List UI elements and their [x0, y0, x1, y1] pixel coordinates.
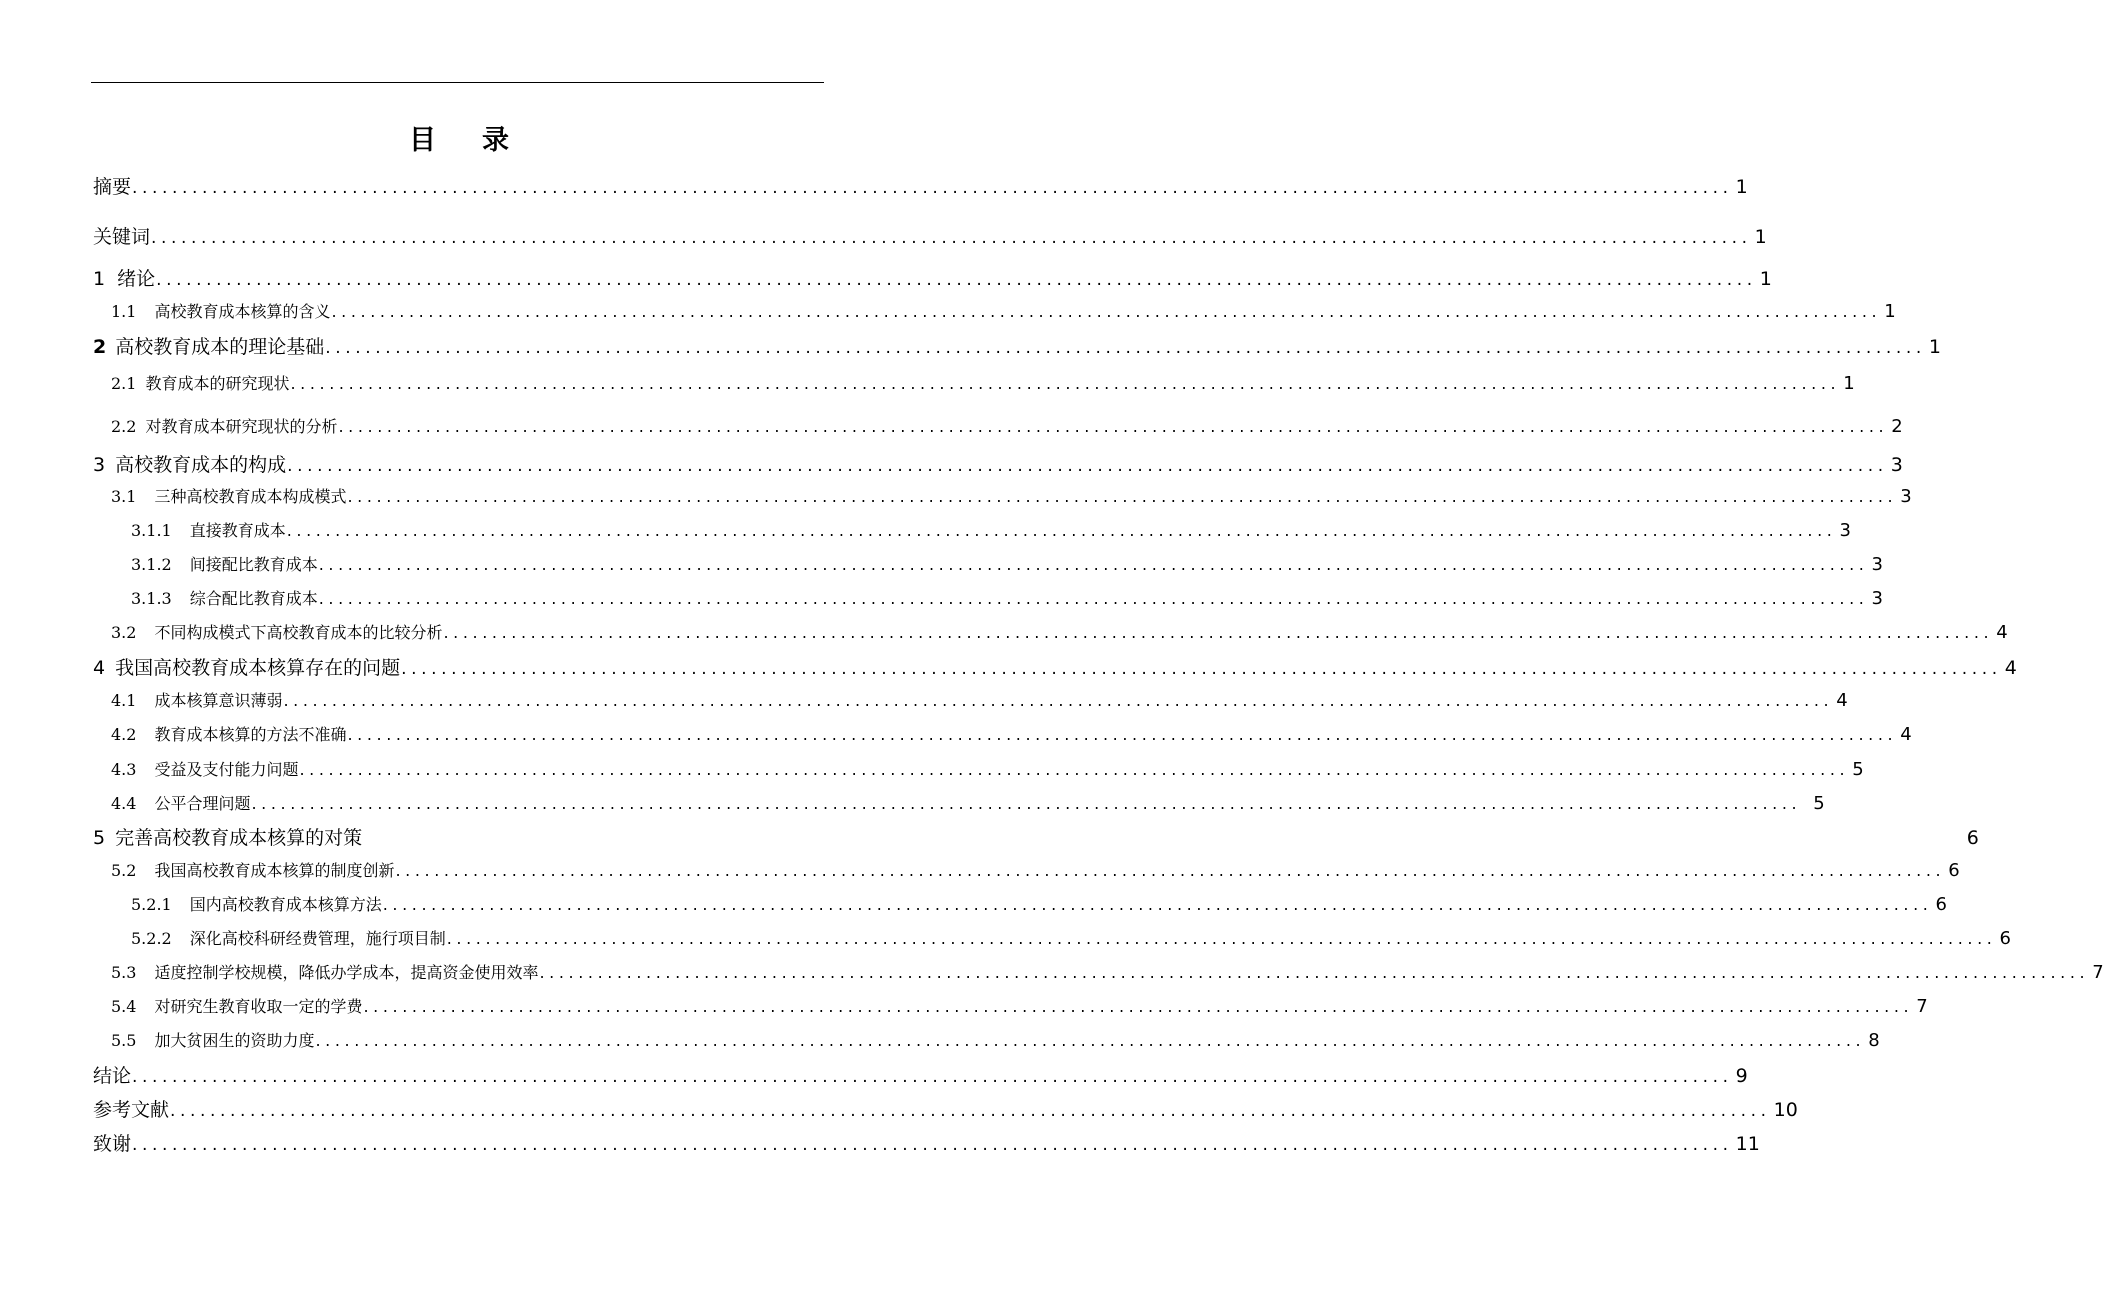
toc-entry-text: 高校教育成本核算的含义	[154, 302, 331, 321]
dot-leader: ................................................................................................................................................................	[299, 760, 1850, 779]
dot-leader: ................................................................................................................................................................	[395, 861, 1946, 880]
dot-leader: ................................................................................................................................................................	[170, 1101, 1771, 1121]
dot-leader: ................................................................................................................................................................	[132, 1135, 1733, 1155]
toc-entry-number: 3	[93, 454, 106, 476]
toc-entry-number: 2.1	[111, 374, 137, 393]
toc-entry-text: 加大贫困生的资助力度	[154, 1031, 315, 1050]
toc-entry-number: 4	[93, 657, 106, 679]
dot-leader: ................................................................................................................................................................	[539, 963, 2090, 982]
toc-page-number: 5	[1852, 759, 1864, 780]
toc-entry-abstract[interactable]	[93, 172, 1748, 199]
toc-page-number: 11	[1735, 1133, 1760, 1155]
toc-entry-5-3[interactable]	[111, 960, 2104, 983]
toc-entry-text: 结论	[93, 1065, 132, 1087]
dot-leader: ................................................................................................................................................................	[132, 178, 1733, 198]
dot-leader: ................................................................................................................................................................	[325, 338, 1926, 358]
toc-page-number: 4	[1900, 724, 1912, 745]
dot-leader: ................................................................................................................................................................	[132, 1067, 1733, 1087]
toc-page-number: 1	[1754, 226, 1767, 248]
toc-page-number: 4	[1996, 622, 2008, 643]
toc-page-number: 6	[1935, 894, 1947, 915]
dot-leader: ................................................................................................................................................................	[251, 794, 1802, 813]
toc-entry-5-4[interactable]	[111, 994, 1928, 1017]
dot-leader: ................................................................................................................................................................	[347, 487, 1898, 506]
dot-leader: ................................................................................................................................................................	[156, 270, 1757, 290]
toc-entry-text: 国内高校教育成本核算方法	[189, 895, 382, 914]
toc-entry-4-3[interactable]	[111, 757, 1864, 780]
toc-entry-text: 我国高校教育成本核算的制度创新	[154, 861, 395, 880]
toc-entry-5-2-2[interactable]	[131, 926, 2011, 949]
toc-page-number: 1	[1884, 301, 1896, 322]
toc-page-number: 3	[1890, 454, 1903, 476]
toc-entry-text: 三种高校教育成本构成模式	[154, 487, 347, 506]
toc-entry-conclusion[interactable]	[93, 1061, 1748, 1088]
toc-entry-text: 高校教育成本的构成	[115, 454, 287, 476]
toc-entry-number: 3.1.2	[131, 555, 172, 574]
toc-page-number: 4	[1836, 690, 1848, 711]
toc-entry-text: 深化高校科研经费管理，施行项目制	[189, 929, 446, 948]
toc-entry-number: 5.2.1	[131, 895, 172, 914]
toc-entry-number: 3.1	[111, 487, 137, 506]
toc-entry-3-1-2[interactable]	[131, 552, 1883, 575]
toc-entry-number: 2.2	[111, 417, 137, 436]
toc-page-number: 3	[1871, 588, 1883, 609]
toc-entry-text: 参考文献	[93, 1099, 170, 1121]
toc-entry-3-1-3[interactable]	[131, 586, 1883, 609]
toc-page-number: 9	[1735, 1065, 1748, 1087]
toc-page-number: 3	[1839, 520, 1851, 541]
toc-entry-number: 5.2	[111, 861, 137, 880]
toc-entry-text: 致谢	[93, 1133, 132, 1155]
toc-entry-5[interactable]	[93, 823, 1979, 850]
toc-entry-2-1[interactable]	[111, 371, 1855, 394]
toc-page-number: 4	[2004, 657, 2017, 679]
toc-entry-text: 教育成本的研究现状	[145, 374, 290, 393]
toc-entry-4[interactable]	[93, 653, 2017, 680]
toc-page-number: 1	[1759, 268, 1772, 290]
toc-entry-1[interactable]	[93, 264, 1772, 291]
dot-leader: ................................................................................................................................................................	[347, 725, 1898, 744]
toc-entry-text: 摘要	[93, 176, 132, 198]
dot-leader: ................................................................................................................................................................	[287, 456, 1888, 476]
toc-entry-number: 5.5	[111, 1031, 137, 1050]
toc-entry-text: 间接配比教育成本	[189, 555, 318, 574]
toc-page-number: 1	[1843, 373, 1855, 394]
dot-leader: ................................................................................................................................................................	[318, 589, 1869, 608]
toc-entry-number: 5.4	[111, 997, 137, 1016]
toc-entry-text: 关键词	[93, 226, 151, 248]
toc-entry-3[interactable]	[93, 450, 1903, 477]
dot-leader: ................................................................................................................................................................	[363, 997, 1914, 1016]
toc-entry-number: 3.2	[111, 623, 137, 642]
toc-title-left: 目	[409, 125, 438, 156]
toc-entry-text: 对研究生教育收取一定的学费	[154, 997, 363, 1016]
toc-entry-number: 2	[93, 336, 107, 358]
toc-entry-3-1[interactable]	[111, 484, 1912, 507]
toc-entry-text: 教育成本核算的方法不准确	[154, 725, 347, 744]
toc-entry-4-1[interactable]	[111, 688, 1848, 711]
toc-page-number: 7	[1916, 996, 1928, 1017]
toc-entry-text: 成本核算意识薄弱	[154, 691, 283, 710]
dot-leader: ................................................................................................................................................................	[318, 555, 1869, 574]
toc-page-number: 8	[1868, 1030, 1880, 1051]
toc-entry-1-1[interactable]	[111, 299, 1896, 322]
dot-leader: ................................................................................................................................................................	[151, 228, 1752, 248]
toc-page-number: 10	[1773, 1099, 1798, 1121]
toc-entry-text: 完善高校教育成本核算的对策	[115, 827, 363, 849]
toc-entry-number: 4.3	[111, 760, 137, 779]
toc-entry-number: 5.2.2	[131, 929, 172, 948]
toc-entry-number: 5	[93, 827, 106, 849]
toc-entry-text: 绪论	[117, 268, 156, 290]
dot-leader: ................................................................................................................................................................	[443, 623, 1994, 642]
toc-entry-text: 对教育成本研究现状的分析	[145, 417, 338, 436]
toc-entry-5-2-1[interactable]	[131, 892, 1947, 915]
dot-leader: ................................................................................................................................................................	[315, 1031, 1866, 1050]
toc-entry-number: 1	[93, 268, 106, 290]
toc-entry-number: 3.1.3	[131, 589, 172, 608]
toc-entry-text: 不同构成模式下高校教育成本的比较分析	[154, 623, 443, 642]
toc-page-number: 1	[1735, 176, 1748, 198]
toc-entry-number: 5.3	[111, 963, 137, 982]
toc-entry-references[interactable]	[93, 1095, 1798, 1122]
dot-leader: ................................................................................................................................................................	[446, 929, 1997, 948]
toc-title-right: 录	[482, 125, 511, 156]
toc-entry-keywords[interactable]	[93, 222, 1767, 249]
toc-entry-text: 直接教育成本	[189, 521, 286, 540]
dot-leader: ................................................................................................................................................................	[290, 374, 1841, 393]
dot-leader: ................................................................................................................................................................	[338, 417, 1889, 436]
toc-page-number: 2	[1891, 416, 1903, 437]
dot-leader: ................................................................................................................................................................	[382, 895, 1933, 914]
toc-entry-text: 公平合理问题	[154, 794, 251, 813]
toc-page-number: 6	[1948, 860, 1960, 881]
toc-page-number: 3	[1900, 486, 1912, 507]
toc-entry-number: 4.4	[111, 794, 137, 813]
toc-page-number: 7	[2092, 962, 2104, 983]
toc-entry-2-2[interactable]	[111, 414, 1903, 437]
toc-entry-number: 1.1	[111, 302, 137, 321]
toc-entry-4-2[interactable]	[111, 722, 1912, 745]
toc-entry-5-5[interactable]	[111, 1028, 1880, 1051]
toc-entry-3-1-1[interactable]	[131, 518, 1851, 541]
toc-entry-number: 3.1.1	[131, 521, 172, 540]
toc-entry-2[interactable]	[93, 332, 1941, 359]
toc-entry-text: 适度控制学校规模，降低办学成本，提高资金使用效率	[154, 963, 539, 982]
toc-entry-text: 高校教育成本的理论基础	[115, 336, 325, 358]
dot-leader: ................................................................................................................................................................	[283, 691, 1834, 710]
toc-entry-acknowledgements[interactable]	[93, 1129, 1760, 1156]
toc-entry-number: 4.1	[111, 691, 137, 710]
toc-entry-3-2[interactable]	[111, 620, 2008, 643]
toc-entry-4-4[interactable]	[111, 791, 1825, 814]
toc-page-number: 6	[1999, 928, 2011, 949]
toc-entry-text: 综合配比教育成本	[189, 589, 318, 608]
toc-page-number: 6	[1966, 827, 1979, 849]
dot-leader: ................................................................................................................................................................	[286, 521, 1837, 540]
toc-entry-number: 4.2	[111, 725, 137, 744]
toc-entry-text: 我国高校教育成本核算存在的问题	[115, 657, 401, 679]
toc-entry-5-2[interactable]	[111, 858, 1960, 881]
toc-entry-text: 受益及支付能力问题	[154, 760, 299, 779]
toc-page-number: 5	[1813, 793, 1825, 814]
toc-page-number: 3	[1871, 554, 1883, 575]
toc-page-number: 1	[1928, 336, 1941, 358]
dot-leader: ................................................................................................................................................................	[331, 302, 1882, 321]
dot-leader: ................................................................................................................................................................	[401, 659, 2002, 679]
